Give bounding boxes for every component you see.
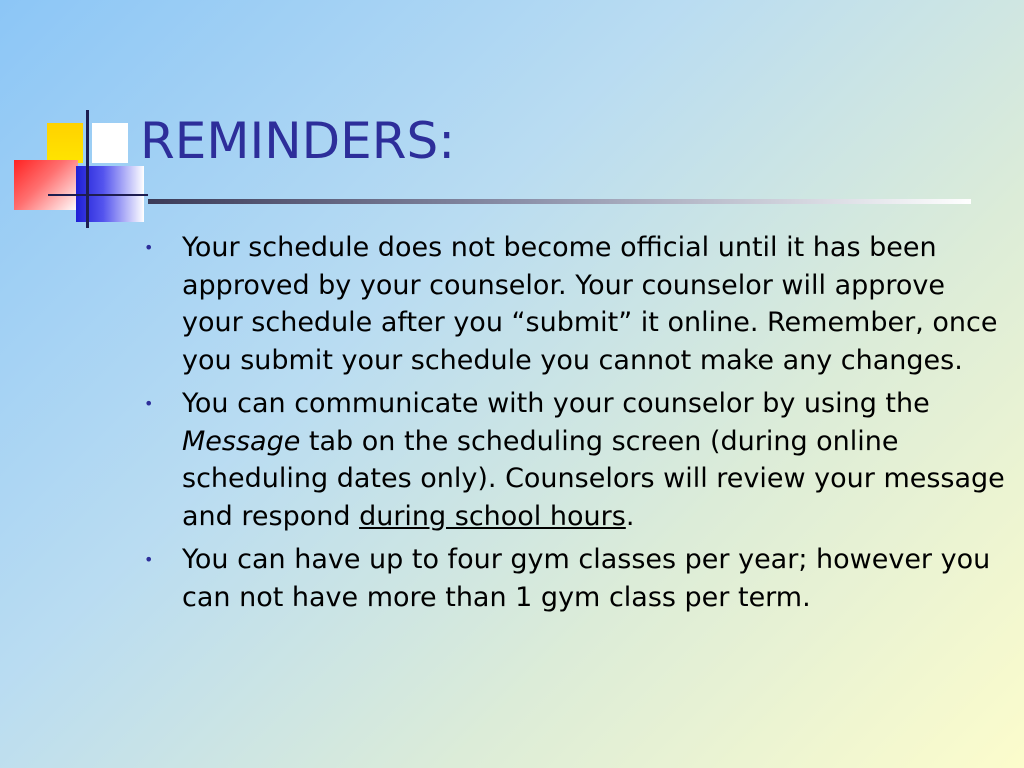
bullet-icon: • xyxy=(144,238,154,257)
title-divider xyxy=(148,199,971,204)
slide-title: REMINDERS: xyxy=(140,112,456,170)
yellow-square xyxy=(47,123,83,163)
message-tab-name: Message xyxy=(182,425,301,457)
bullet-item-3 xyxy=(140,541,1010,616)
bullet-text: You can have up to four gym classes per year; however you can not have more than 1 gym class per term. xyxy=(182,544,991,613)
bullet-list xyxy=(140,229,1010,622)
bullet-text-part-2: tab on the scheduling screen (during online scheduling dates only). Counselors will review your message and respond xyxy=(182,425,1005,532)
bullet-text-part-3: . xyxy=(625,500,635,532)
bullet-item-1 xyxy=(140,229,1010,379)
bullet-text: Your schedule does not become official until it has been approved by your counselor. Your counselor will approve your schedule after you “submit” it online. Remember, once you submit your schedule you cannot make any changes. xyxy=(182,232,998,376)
vertical-line xyxy=(86,110,89,228)
bullet-item-2 xyxy=(140,385,1010,535)
horizontal-line xyxy=(48,194,148,196)
bullet-icon: • xyxy=(144,394,154,413)
bullet-icon: • xyxy=(144,550,154,569)
bullet-text-part-1: You can communicate with your counselor by using the xyxy=(182,388,930,419)
white-square xyxy=(92,123,128,163)
red-square xyxy=(14,160,78,210)
school-hours-emphasis: during school hours xyxy=(359,500,626,532)
